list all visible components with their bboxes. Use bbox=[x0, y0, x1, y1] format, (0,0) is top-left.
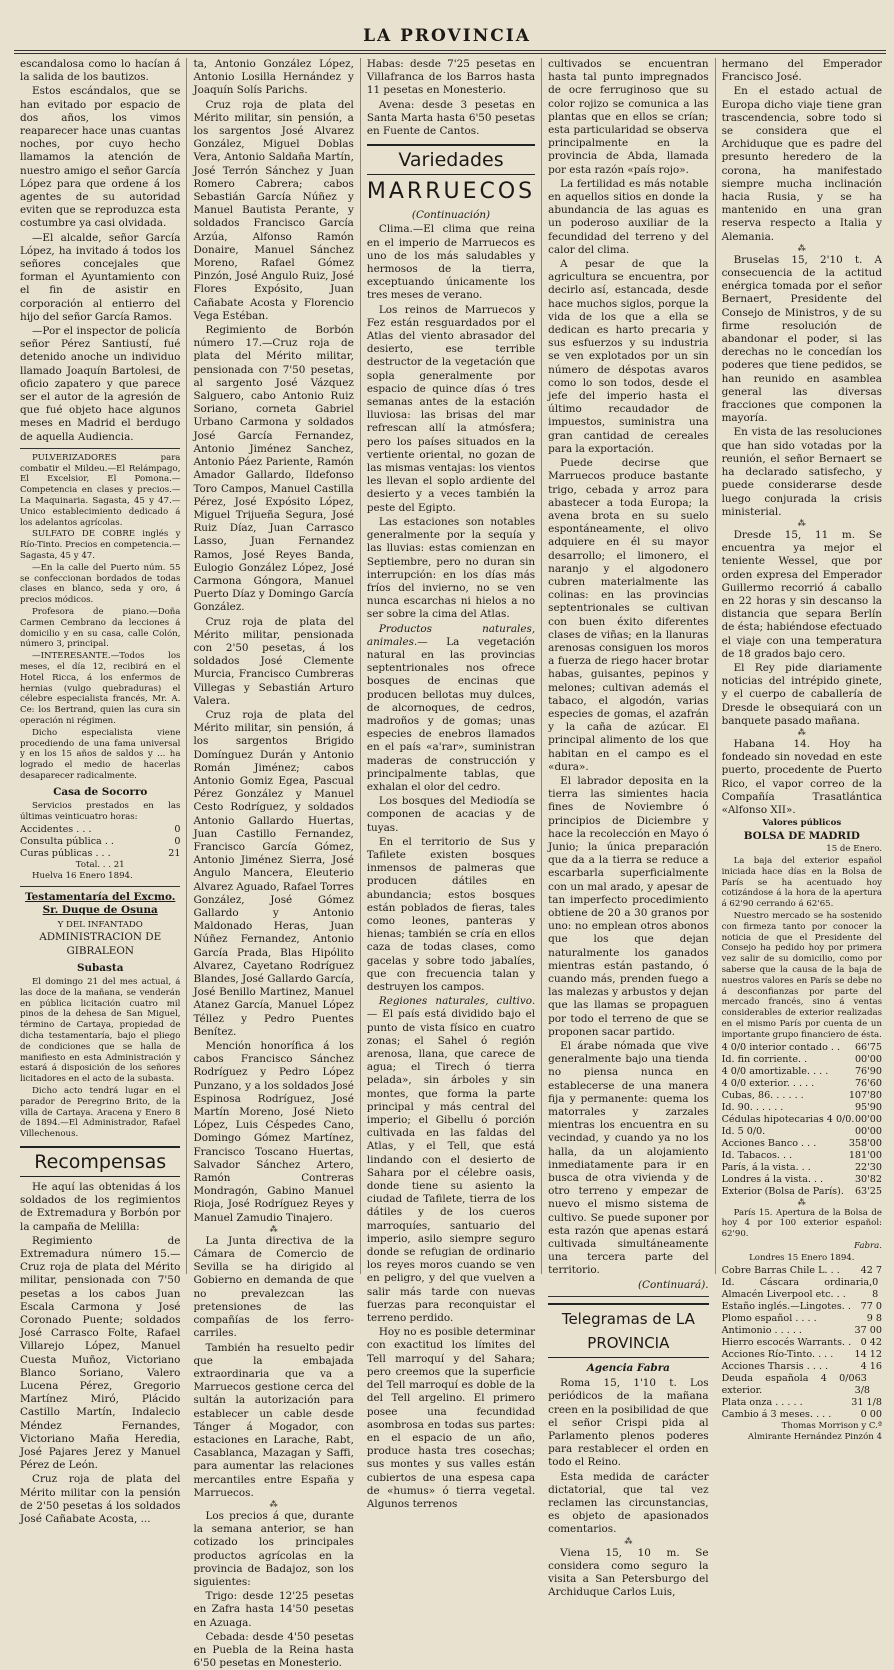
ornament: ⁂ bbox=[797, 727, 806, 737]
paragraph: Avena: desde 3 pesetas en Santa Marta hasta 6'50 pesetas en Fuente de Cantos. bbox=[366, 98, 536, 138]
paragraph: El árabe nómada que vive generalmente bajo una tienda no piensa nunca en establecerse de una manera fija y permanente: quema los matorrales y zarzales mientras los encuentra en su vecindad, y cuando ya no los halla, da un alojamiento inmediatamente para ir en busca de otra vivienda y de otro terreno y empezar de nuevo el mismo sistema de cultivo. Se puede suponer por esta razón que apenas estará cultivada simultáneamente una tercera parte del territorio. bbox=[548, 1040, 709, 1277]
quote-row: Cambio á 3 meses. . . . 0 00 bbox=[721, 1408, 882, 1420]
quote-row: Cédulas hipotecarias 4 0/0. 00'00 bbox=[721, 1113, 882, 1125]
signature: Almirante Hernández Pinzón 4 bbox=[747, 1432, 882, 1443]
section-title: Variedades bbox=[367, 144, 535, 175]
section-title: Recompensas bbox=[20, 1146, 180, 1177]
paragraph: Habana 14. Hoy ha fondeado sin novedad en este puerto, procedente de Puerto Rico, el vapor correo de la Compañía Trasatlántica «Alfonso XII». bbox=[721, 737, 882, 816]
advert: SULFATO DE COBRE inglés y Río-Tinto. Precios en competencia.—Sagasta, 45 y 47. bbox=[20, 529, 181, 562]
stat-row: Accidentes . . . 0 bbox=[20, 823, 181, 835]
paragraph: Cebada: desde 4'50 pesetas en Puebla de la Reina hasta 6'50 pesetas en Monesterio. bbox=[193, 1630, 354, 1670]
paragraph: Dicho acto tendrá lugar en el parador de Peregrino Brito, de la villa de Cartaya. Aracena y Enero 8 de 1894.—El Administrador, Rafael Villechenous. bbox=[20, 1085, 181, 1140]
ornament: ⁂ bbox=[624, 1536, 633, 1546]
paragraph: En el territorio de Sus y Tafilete existen bosques inmensos de palmeras que producen dátiles en abundancia; estos bosques están poblados de fieras, tales como leones, panteras y hienas; también se cría en ellos caza de todas clases, como gacelas y sobre todo jabalíes, que con frecuencia talan y destruyen los campos. bbox=[366, 835, 536, 993]
column-3 bbox=[361, 58, 542, 1510]
paragraph: Los reinos de Marruecos y Fez están resguardados por el Atlas del viento abrasador del desierto, ese terrible destructor de la vegetación que sopla generalmente por espacio de quince días ó tres semanas antes de la estación lluviosa: las brisas del mar refrescan allí la atmósfera; pero los países situados en la vertiente oriental, no gozan de las mismas ventajas: los vientos les llevan el soplo ardiente del desierto y a veces también la peste del Egipto. bbox=[366, 303, 536, 514]
paragraph: cultivados se encuentran hasta tal punto impregnados de ocre ferruginoso que su color rojizo se comunica a las plantas que en ellos se crían; esta particularidad se observa principalmente en la provincia de Abda, llamada por esta razón «país rojo». bbox=[548, 58, 709, 176]
section-subtitle: Valores públicos bbox=[762, 818, 842, 829]
paragraph: También ha resuelto pedir que la embajada extraordinaria que va a Marruecos gestione cerca del sultán la autorización para establecer un cable desde Tánger á Mogador, con estaciones en Larache, Rabt, Casablanca, Mazagan y Saffi, para aumentar las relaciones mercantiles entre España y Marruecos. bbox=[193, 1341, 354, 1499]
advert: —En la calle del Puerto núm. 55 se confeccionan bordados de todas clases en blanco, seda y oro, á precios módicos. bbox=[20, 562, 181, 606]
quote-row: Estaño inglés.—Lingotes. . 77 0 bbox=[721, 1300, 882, 1312]
signature: Thomas Morrison y C.ª bbox=[781, 1420, 882, 1431]
paragraph: Cruz roja de plata del Mérito militar con la pensión de 2'50 pesetas á los soldados José Cañabate Acosta, ... bbox=[20, 1473, 181, 1526]
paragraph: Servicios prestados en las últimas veinticuatro horas: bbox=[20, 801, 181, 822]
paragraph: Dresde 15, 11 m. Se encuentra ya mejor el teniente Wessel, que por orden expresa del Emperador Guillermo recorrió á caballo en 22 horas y sin descanso la distancia que separa Berlín de ésta; habiéndose efectuado el viaje con una temperatura de 18 grados bajo cero. bbox=[721, 528, 882, 660]
column-2 bbox=[187, 58, 360, 1670]
quote-row: Id. Cáscara ordinaria, Almacén Liverpool etc. . . 0 8 bbox=[721, 1276, 879, 1300]
masthead: LA PROVINCIA bbox=[363, 26, 531, 46]
quote-row: 4 0/0 amortizable. . . . 76'90 bbox=[721, 1065, 882, 1077]
divider bbox=[20, 886, 180, 887]
paragraph: El domingo 21 del mes actual, á las doce de la mañana, se venderán en pública licitación cuatro mil pinos de la dehesa de San Miguel, término de Cartaya, propiedad de dicha testamentaría, bajo el pliego de condiciones que se halla de manifiesto en esta Administración y estará á disposición de los señores licitadores en el acto de la subasta. bbox=[20, 977, 181, 1085]
section-heading: BOLSA DE MADRID bbox=[743, 829, 860, 842]
quote-row: Plata onza . . . . . 31 1/8 bbox=[721, 1396, 882, 1408]
quote-row: Id. 5 0/0. 00'00 bbox=[721, 1125, 882, 1137]
dateline: Huelva 16 Enero 1894. bbox=[32, 871, 133, 882]
advert: PULVERIZADORES para combatir el Mildeu.—El Relámpago, El Excelsior, El Pomona.—Competencia en clases y precios.—La Maquinaria. Sagasta, 45 y 47.—Unico establecimiento dedicado á los adelantos agrícolas. bbox=[20, 452, 181, 528]
paragraph: Mención honorífica á los cabos Francisco Sánchez Rodríguez y Pedro López Punzano, y a los soldados José Espinosa Rodríguez, José Martín Moreno, José Nieto López, Luis Céspedes Cano, Domingo Gómez Martínez, Francisco Toscano Huertas, Salvador Sánchez Artero, Ramón Contreras Mondragón, Gabino Manuel Rioja, José Rodríguez Reyes y Manuel Zamudio Tinajero. bbox=[193, 1040, 354, 1224]
quote-row: Id. 90. . . . . . 95'90 bbox=[721, 1101, 882, 1113]
masthead-rule bbox=[14, 50, 886, 54]
paragraph: Trigo: desde 12'25 pesetas en Zafra hasta 14'50 pesetas en Azuaga. bbox=[193, 1590, 354, 1629]
paragraph-text: La vegetación natural en las provincias septentrionales nos ofrece bosques de encinas que producen bellotas muy dulces, de alcornoques, de cedros, madroños y de gomas; unas especies de enebros llamados en el país «a'rar», suministran maderas de construcción y principalmente tablas, que exhalan el olor del cedro. bbox=[366, 635, 536, 793]
paragraph: ta, Antonio González López, Antonio Losilla Hernández y Joaquín Solís Parichs. bbox=[193, 58, 354, 97]
ornament: ⁂ bbox=[797, 518, 806, 528]
advert: Dicho especialista viene procediendo de una fama universal y en los 15 años de saldos y ... ha logrado el medio de hacerlas desaparecer radicalmente. bbox=[20, 727, 181, 781]
quote-row: Id. fin corriente. . 00'00 bbox=[721, 1053, 882, 1065]
column-4 bbox=[542, 58, 715, 1599]
notice-subasta: Subasta bbox=[76, 961, 124, 974]
paragraph: La baja del exterior español iniciada hace días en la Bolsa de París se ha acentuado hoy cotizándose á la hora de la apertura á 62'90 cerrando á 62'65. bbox=[721, 855, 882, 910]
paragraph: Cruz roja de plata del Mérito militar, sin pensión, a los sargentos José Alvarez González, Miguel Doblas Vera, Antonio Saldaña Martín, José Terrón Sánchez y Juan Romero Cabrera; cabos Sebastián García Núñez y Manuel Bautista Perante, y soldados Francisco García Arzúa, Alfonso Ramón Donaire, Manuel Sánchez Moreno, Rafael Gómez Pinzón, José Angulo Ruiz, José Flores Expósito, Juan Cañabate Acosta y Florencio Vega Estéban. bbox=[193, 98, 354, 322]
paragraph: Las estaciones son notables generalmente por la sequía y las lluvias: estas comienzan en Septiembre, pero no duran sin interrupción: en los días más fríos del invierno, no se ven nunca escarchas ni hielos a no ser sobre la cima del Atlas. bbox=[366, 515, 536, 621]
quote-row: 4 0/0 interior contado . . 66'75 bbox=[721, 1041, 882, 1053]
paragraph: Cruz roja de plata del Mérito militar, sin pensión, á los sargentos Brigido Domínguez Durán y Antonio Román Jiménez; cabos Antonio Gomiz Egea, Pascual Pérez González y Manuel Cesto Rodríguez, y soldados Antonio Gallardo Huertas, Juan Castillo Fernandez, Francisco García Gómez, Antonio Jiménez Sierra, José Angulo Mancera, Eleuterio Alvarez Aguado, Rafael Torres González, José Gómez Gallardo y Antonio Maldonado Heras, Juan Núñez Fernandez, Antonio García Prada, Blas Hipólito Alvarez, Cayetano Rodríguez Blandes, José Gallardo García, José Benillo Martinez, Manuel Atanez García, Manuel López Téllez y Pedro Puentes Benítez. bbox=[193, 708, 354, 1038]
quote-row: Hierro escocés Warrants. . 0 42 bbox=[721, 1336, 882, 1348]
quote-row: Plomo español . . . . 9 8 bbox=[721, 1312, 882, 1324]
dateline: Londres 15 Enero 1894. bbox=[749, 1252, 855, 1263]
paragraph: Clima.—El clima que reina en el imperio de Marruecos es uno de los más saludables y hermosos de la tierra, exceptuando únicamente los tres meses de verano. bbox=[366, 223, 536, 302]
paragraph: Esta medida de carácter dictatorial, que tal vez reclamen las circunstancias, es objeto de apasionados comentarios. bbox=[548, 1470, 709, 1536]
quote-row: Deuda española 4 0/0 exterior. 63 3/8 bbox=[721, 1372, 871, 1396]
paragraph bbox=[367, 623, 535, 795]
paragraph: Nuestro mercado se ha sostenido con firmeza tanto por conocer la noticia de que el Presidente del Consejo ha pedido hoy por primera vez salir de su domicilio, como por saberse que la causa de la baja de nuestros valores en París se debe no á desconfianzas por parte del mercado francés, sino á ventas considerables de exterior realizadas en el mismo París por cuenta de un importante grupo financiero de ésta. bbox=[721, 910, 882, 1040]
paragraph: Hoy no es posible determinar con exactitud los límites del Tell marroquí y del Sahara; pero creemos que la superficie del Tell marroquí es doble de la del Tell argelino. El primero posee una fecundidad asombrosa en todas sus partes: en el espacio de un año, produce hasta tres cosechas; sus montes y sus valles están cubiertos de una espesa capa de «humus» ó tierra vegetal. Algunos terrenos bbox=[366, 1326, 536, 1510]
signature: Fabra. bbox=[854, 1240, 882, 1251]
paragraph: Habas: desde 7'25 pesetas en Villafranca de los Barros hasta 11 pesetas en Monesterio. bbox=[366, 58, 536, 97]
columns bbox=[14, 58, 888, 1670]
quote-row: 4 0/0 exterior. . . . . 76'60 bbox=[721, 1077, 882, 1089]
paragraph: La fertilidad es más notable en aquellos sitios en donde la abundancia de las aguas es un poderoso auxiliar de la fecundidad del terreno y del calor del clima. bbox=[548, 177, 709, 256]
dateline: 15 de Enero. bbox=[826, 844, 882, 855]
column-1 bbox=[14, 58, 187, 1526]
ornament: ⁂ bbox=[269, 1224, 278, 1234]
notice-subtitle: Y DEL INFANTADO bbox=[57, 919, 143, 930]
notice-admin: ADMINISTRACION DE GIBRALEON bbox=[39, 931, 162, 957]
divider bbox=[548, 1296, 708, 1297]
paragraph: Puede decirse que Marruecos produce bastante trigo, cebada y arroz para abastecer a toda Europa; la avena brota en su suelo espontáneamente, el olivo adquiere en él su mayor desarrollo; el limonero, el naranjo y el algodonero cubren materialmente las colinas: en las provincias septentrionales se cultivan con buen éxito diferentes clases de viñas; en la llanuras arenosas consiguen los moros a fuerza de riego hacer brotar habas, guisantes, pepinos y melones; cultivan además el tabaco, el algodón, varias especies de gomas, el azafrán y la caña de azúcar. El principal alimento de los que habitan en el campo es el «dura». bbox=[548, 457, 709, 773]
paragraph: El labrador deposita en la tierra las simientes hacia fines de Noviembre ó principios de Diciembre y hace la recolección en Mayo ó Junio; la única preparación que da a la tierra se reduce a escarbarla superficialmente con un mal arado, y apesar de tan imperfecto procedimiento obtiene de 20 a 30 granos por uno: no emplean otros abonos que los que dejan naturalmente los ganados mientras están pastando, ó cuando más, prenden fuego a las malezas y arbustos y dejan que las llamas se propaguen por todo el terreno de que se proponen sacar partido. bbox=[548, 774, 709, 1038]
paragraph: —El alcalde, señor García López, ha invitado á todos los señores concejales que forman el Ayuntamiento con el fin de asistir en corporación al entierro del hijo del señor García Ramos. bbox=[20, 231, 181, 323]
paragraph: Viena 15, 10 m. Se considera como seguro la visita a San Petersburgo del Archiduque Carlos Luis, bbox=[548, 1546, 709, 1599]
quote-row: Cobre Barras Chile L. . . 42 7 bbox=[721, 1264, 882, 1276]
advert: Profesora de piano.—Doña Carmen Cembrano da lecciones á domicilio y en su casa, calle Colón, número 3, principal. bbox=[20, 607, 181, 650]
paragraph bbox=[367, 995, 535, 1325]
paragraph: A pesar de que la agricultura se encuentra, por decirlo así, estancada, desde hace muchos siglos, porque la vida de los que a ella se dedican es harto precaria y sus esfuerzos y su industria se ven explotados por un sin número de déspotas avaros como lo son todos, desde el jefe del imperio hasta el último recaudador de impuestos, suministra una gran cantidad de cereales para la exportación. bbox=[548, 258, 709, 455]
stat-row: Curas públicas . . . 21 bbox=[20, 847, 181, 859]
quote-row: Acciones Río-Tinto. . . . 14 12 bbox=[721, 1348, 882, 1360]
ornament: ⁂ bbox=[797, 1197, 806, 1207]
paragraph-text: El país está dividido bajo el punto de vista físico en cuatro zonas; el Sahel ó región arenosa, llana, que carece de agua; el Tirech ó tierra pelada», sin árboles y sin montes, que forma la parte principal y más central del imperio; el Gibellu ó porción cultivada en las faldas del Atlas, y el Tell, que está lindando con el desierto de Sahara por el célebre oasis, donde tiene su asiento la ciudad de Tafilete, tierra de los dátiles y de los cueros marroquíes, santuario del imperio, asilo siempre seguro donde se refugian de ordinario los reyes moros cuando se ven en peligro, y del que vuelven a salir más tarde con nuevas fuerzas para reconquistar el terreno perdido. bbox=[366, 1008, 536, 1325]
agency-name: Agencia Fabra bbox=[586, 1361, 670, 1374]
quote-row: Acciones Tharsis . . . . 4 16 bbox=[721, 1360, 882, 1372]
continuation: (Continuación) bbox=[411, 209, 491, 222]
notice-title: Testamentaría del Excmo. Sr. Duque de Osuna bbox=[25, 891, 176, 917]
ornament: ⁂ bbox=[797, 243, 806, 253]
quote-row: Cubas, 86. . . . . . 107'80 bbox=[721, 1089, 882, 1101]
divider bbox=[20, 448, 180, 449]
article-title: MARRUECOS bbox=[366, 179, 536, 205]
subheading: Productos naturales, animales.— bbox=[366, 622, 536, 648]
paragraph: Regimiento de Extremadura número 15.—Cruz roja de plata del Mérito militar, pensionada con 7'50 pesetas a los cabos Juan Escala Carmona y José Coronado Puente; soldados José Carrasco Folte, Rafael Villarejo López, Manuel Cuesta Muñoz, Victoriano Blanco Soriano, Valero Lucena Pérez, Gregorio Martínez Miró, Plácido Castillo Martín, Indalecio Méndez Fernandes, Victoriano Maña Heredia, José Pajares Jerez y Manuel Pérez de León. bbox=[20, 1234, 181, 1472]
paragraph: Estos escándalos, que se han evitado por espacio de dos años, los vimos reaparecer hace unas cuantas noches, por cuyo hecho llamamos la atención de nuestro amigo el señor García López para que ordene á los agentes de su autoridad eviten que se reproduzca esta costumbre ya casi olvidada. bbox=[20, 85, 181, 230]
paragraph: Roma 15, 1'10 t. Los periódicos de la mañana creen en la posibilidad de que el señor Crispi pida al Parlamento plenos poderes para restablecer el orden en todo el Reino. bbox=[548, 1377, 709, 1469]
quote-row: Exterior (Bolsa de París). 63'25 bbox=[721, 1185, 882, 1197]
paragraph: Regimiento de Borbón número 17.—Cruz roja de plata del Mérito militar, pensionada con 7'50 pesetas, al sargento José Vázquez Salguero, cabo Antonio Ruiz Soriano, corneta Gabriel Urbano Carmona y soldados José García Fernandez, Antonio Jiménez Sanchez, Antonio Páez Pariente, Ramón Amador Gallardo, Ildefonso Toro Campos, Manuel Castilla Pérez, José Expósito López, Miguel Trijueña Segura, José Ruiz Díaz, Juan Carrasco Lasso, Juan Fernandez Ramos, José Reyes Banda, Eulogio González López, José Carmona Góngora, Manuel Puerto Díaz y Domingo García González. bbox=[193, 324, 354, 614]
quote-row: Londres á la vista. . . 30'82 bbox=[721, 1173, 882, 1185]
paragraph: He aquí las obtenidas á los soldados de los regimientos de Extremadura y Borbón por la campaña de Melilla: bbox=[20, 1180, 181, 1233]
paragraph: Los precios á que, durante la semana anterior, se han cotizado los principales productos agrícolas en la provincia de Badajoz, son los siguientes: bbox=[193, 1509, 354, 1588]
paragraph: escandalosa como lo hacían á la salida de los bautizos. bbox=[20, 58, 181, 84]
quote-row: Antimonio . . . . . 37 00 bbox=[721, 1324, 882, 1336]
paragraph: El Rey pide diariamente noticias del intrépido ginete, y el cuerpo de caballería de Dresde le obsequiará con un banquete pasado mañana. bbox=[721, 661, 882, 727]
quote-row: Acciones Banco . . . 358'00 bbox=[721, 1137, 882, 1149]
stat-total: Total. . . 21 bbox=[75, 859, 125, 870]
paragraph: París 15. Apertura de la Bolsa de hoy 4 por 100 exterior español: 62'90. bbox=[721, 1207, 882, 1240]
paragraph: Los bosques del Mediodía se componen de acacias y de tuyas. bbox=[366, 795, 536, 834]
continuation: (Continuará). bbox=[638, 1278, 709, 1291]
section-heading: Casa de Socorro bbox=[53, 785, 148, 798]
quote-row: Id. Tabacos. . . 181'00 bbox=[721, 1149, 882, 1161]
quote-row: París, á la vista. . . 22'30 bbox=[721, 1161, 882, 1173]
paragraph: Cruz roja de plata del Mérito militar, pensionada con 2'50 pesetas, á los soldados José Clemente Murcia, Francisco Cumbreras Villegas y Sebastián Arturo Valera. bbox=[193, 615, 354, 707]
paragraph: En el estado actual de Europa dicho viaje tiene gran trascendencia, sobre todo si se considera que el Archiduque que es padre del presunto heredero de la corona, ha manifestado siempre mucha inclinación hacia Rusia, y se ha mantenido en una gran reserva respecto a Italia y Alemania. bbox=[721, 85, 882, 243]
paragraph: —Por el inspector de policía señor Pérez Santiustí, fué detenido anoche un individuo llamado Joaquín Bartolesi, de oficio zapatero y que parece ser el autor de la agresión de que fué objeto hace algunos meses en Madrid el berdugo de aquella Audiencia. bbox=[20, 325, 181, 443]
paragraph: Bruselas 15, 2'10 t. A consecuencia de la actitud enérgica tomada por el señor Bernaert, Presidente del Consejo de Ministros, y de su firme resolución de abandonar el poder, si las derechas no le concedían los poderes que tiene pedidos, se han reunido en asamblea general las diversas fracciones que componen la mayoría. bbox=[721, 253, 882, 425]
ornament: ⁂ bbox=[269, 1499, 278, 1509]
advert: —INTERESANTE.—Todos los meses, el día 12, recibirá en el Hotel Ricca, á los enfermos de hernias (vulgo quebraduras) el célebre especialista francés, Mr. A. Ce: los Bertrand, quien las cura sin operación ni régimen. bbox=[20, 651, 181, 727]
column-5 bbox=[716, 58, 888, 1443]
stat-row: Consulta pública . . 0 bbox=[20, 835, 181, 847]
paragraph: hermano del Emperador Francisco José. bbox=[721, 58, 882, 84]
subheading: Regiones naturales, cultivo.— bbox=[366, 995, 536, 1021]
paragraph: La Junta directiva de la Cámara de Comercio de Sevilla se ha dirigido al Gobierno en demanda de que no prevalezcan las pretensiones de las compañías de los ferro-carriles. bbox=[193, 1234, 354, 1340]
section-title: Telegramas de LA PROVINCIA bbox=[548, 1303, 708, 1358]
paragraph: En vista de las resoluciones que han sido votadas por la reunión, el señor Bernaert se ha declarado satisfecho, y puede considerarse desde luego conjurada la crisis ministerial. bbox=[721, 426, 882, 518]
